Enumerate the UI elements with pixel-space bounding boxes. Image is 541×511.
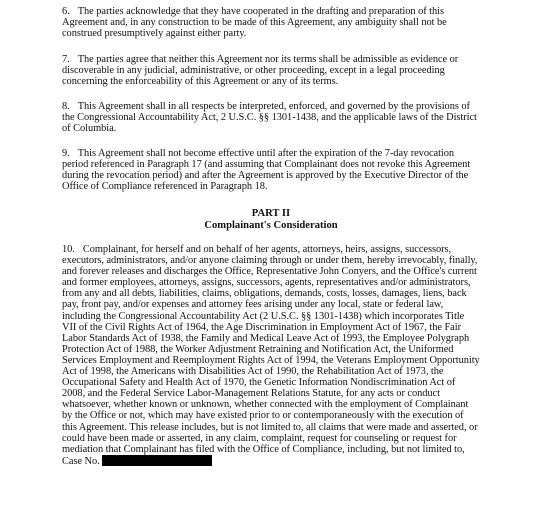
paragraph-9 [62, 148, 480, 192]
paragraph-8 [62, 101, 480, 134]
paragraph-text: This Agreement shall not become effective until after the expiration of the 7-day revocation period referenced in Paragraph 17 (and assuming that Complainant does not revoke this Agreement during the revocation period) and after the Agreement is approved by the Executive Director of the Office of Compliance referenced in Paragraph 18. [62, 148, 471, 193]
part-subtitle: Complainant's Consideration [204, 220, 338, 231]
paragraph-number: 10. [62, 244, 75, 255]
paragraph-6 [62, 6, 480, 39]
paragraph-number: 8. [62, 101, 70, 112]
paragraph-text: This Agreement shall in all respects be interpreted, enforced, and governed by the provisions of the Congressional Accountability Act, 2 U.S.C. §§ 1301-1438, and the applicable laws of the District of Columbia. [62, 101, 477, 135]
paragraph-text: Complainant, for herself and on behalf of her agents, attorneys, heirs, assigns, successors, executors, administrators, and/or anyone claiming through or under them, hereby irrevocably, finally, and forever releases and discharges the Office, Representative John Conyers, and the Office's current and former employees, attorneys, assigns, successors, agents, representatives and/or administrators, from any and all debts, liabilities, claims, obligations, demands, costs, losses, damages, liens, back pay, front pay, and/or expenses and attorney fees arising under any local, state or federal law, including the Congressional Accountability Act (2 U.S.C. §§ 1301-1438) which incorporates Title VII of the Civil Rights Act of 1964, the Age Discrimination in Employment Act of 1967, the Fair Labor Standards Act of 1938, the Family and Medical Leave Act of 1993, the Employee Polygraph Protection Act of 1988, the Worker Adjustment Retraining and Notification Act, the Uniformed Services Employment and Reemployment Rights Act of 1994, the Veterans Employment Opportunity Act of 1998, the Americans with Disabilities Act of 1990, the Rehabilitation Act of 1973, the Occupational Safety and Health Act of 1970, the Genetic Information Nondiscrimination Act of 2008, and the Federal Service Labor-Management Relations Statute, for any acts or conduct whatsoever, whether known or unknown, whether connected with the employment of Complainant by the Office or not, which may have existed prior to or contemporaneously with the execution of this Agreement. This release includes, but is not limited to, all claims that were made and asserted, or could have been made or asserted, in any claim, complaint, request for counseling or request for mediation that Complainant has filed with the Office of Compliance, including, but not limited to, Case No. [62, 244, 480, 467]
paragraph-10 [62, 244, 480, 467]
paragraph-text: The parties acknowledge that they have cooperated in the drafting and preparation of this Agreement and, in any construction to be made of this Agreement, any ambiguity shall not be construed presumptively against either party. [62, 6, 447, 40]
paragraph-text: The parties agree that neither this Agreement nor its terms shall be admissible as evidence or discoverable in any judicial, administrative, or other proceeding, except in a legal proceeding concerning the enforceability of this Agreement or any of its terms. [62, 54, 459, 88]
paragraph-number: 9. [62, 148, 70, 159]
redaction-bar [102, 455, 212, 466]
paragraph-number: 7. [62, 54, 70, 65]
part-title: PART II [251, 208, 291, 219]
paragraph-7 [62, 54, 480, 87]
paragraph-number: 6. [62, 6, 70, 17]
